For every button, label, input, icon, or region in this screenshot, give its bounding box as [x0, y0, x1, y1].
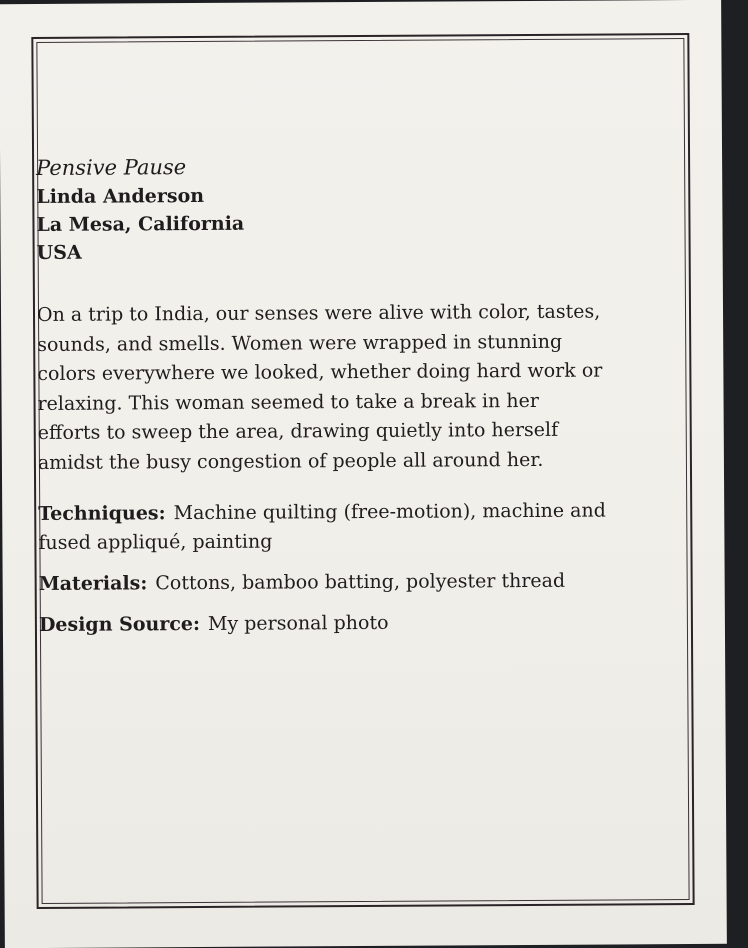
- artist-country: USA: [36, 241, 82, 264]
- design-source-value: My personal photo: [207, 611, 389, 635]
- design-source-row: [39, 607, 614, 640]
- design-source-label: Design Source:: [38, 612, 201, 636]
- materials-value: Cottons, bamboo batting, polyester thread: [155, 569, 566, 595]
- artwork-title: Pensive Pause: [36, 155, 187, 180]
- artist-name: Linda Anderson: [36, 184, 205, 208]
- techniques-row: [38, 496, 613, 558]
- artwork-description: On a trip to India, our senses were alive with color, tastes, sounds, and smells. Women were wrapped in stunning colors everywhere we looked, whether doing hard work or relaxing. This woman seemed to take a break in her efforts to sweep the area, drawing quietly into herself amidst the busy congestion of people all around her.: [36, 300, 603, 474]
- card-content: [36, 150, 619, 640]
- artist-location: La Mesa, California: [36, 212, 245, 236]
- techniques-label: Techniques:: [38, 502, 166, 525]
- techniques-value: Machine quilting (free-motion), machine and fused appliqué, painting: [38, 499, 606, 554]
- materials-label: Materials:: [38, 572, 148, 595]
- materials-row: [39, 566, 614, 599]
